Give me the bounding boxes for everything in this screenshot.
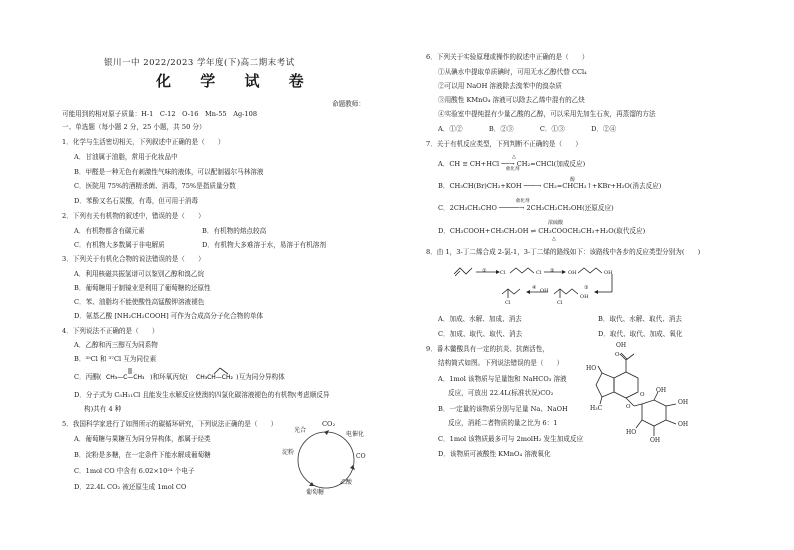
school-line: 银川一中 2022/2023 学年度(下)高二期末考试 xyxy=(104,58,295,68)
page-title: 化 学 试 卷 xyxy=(156,72,316,90)
q5-option-a: A．葡萄糖与果糖互为同分异构体，都属于烃类 xyxy=(74,435,211,443)
q5-option-c: C．1mol CO 中含有 6.02×10²⁴ 个电子 xyxy=(74,467,195,475)
q6-choices: A．①② B．②③ C．①③ D．②④ xyxy=(438,125,617,133)
q3-option-d: D．氨基乙酸 [NH₂CH₂COOH] 可作为合成高分子化合物的单体 xyxy=(74,312,264,320)
q9-label-ho-2: HO xyxy=(626,429,637,436)
q8-option-c: C．加成、取代、取代、消去 xyxy=(438,330,523,338)
q3-option-b: B．葡萄糖用于制镜业是利用了葡萄糖的还原性 xyxy=(74,284,211,292)
q9-stem-line1: 9．番木鳖酸具有一定的抗炎、抗菌活性， xyxy=(426,345,549,353)
cycle-starch: 淀粉 xyxy=(282,449,295,456)
q7-stem: 7．关于有机反应类型，下列判断不正确的是（ ） xyxy=(426,140,582,148)
q2-option-b: B．有机物的熔点较高 xyxy=(202,227,267,235)
q1-option-b: B．甲醛是一种无色有刺激性气味的液体，可以配制福尔马林溶液 xyxy=(74,168,264,176)
q9-label-o-ring: O xyxy=(640,392,645,398)
q7-a-cond-top: △ xyxy=(512,154,516,160)
q8-oh-3a: OH xyxy=(540,288,549,294)
q5-option-d: D．22.4L CO₂ 被还原生成 1mol CO xyxy=(74,483,187,491)
svg-text:CH₃—C—CH₃: CH₃—C—CH₃ xyxy=(106,374,145,381)
q4-option-c-pre: C．丙酮( xyxy=(74,373,102,381)
q8-step-3: ③ xyxy=(584,285,589,291)
q4-option-b: B．³⁵Cl 和 ³⁷Cl 互为同位素 xyxy=(74,355,157,363)
q8-cl-4: Cl xyxy=(505,300,511,306)
q6-stem: 6．下列关于实验原理或操作的叙述中正确的是（ ） xyxy=(426,53,589,61)
q2-option-d: D．有机物大多难溶于水，易溶于有机溶剂 xyxy=(202,241,326,249)
cycle-co: CO xyxy=(356,453,366,460)
q7-option-d: D．CH₃COOH+CH₃CH₂OH ⇌ CH₃COOCH₂CH₃+H₂O(取代反应) xyxy=(438,227,646,235)
cycle-glucose: 葡萄糖 xyxy=(306,489,325,496)
q4-stem: 4．下列说法不正确的是（ ） xyxy=(62,327,159,335)
q8-cl-3: Cl xyxy=(557,300,563,306)
q7-a-cond-bottom: 催化剂 xyxy=(506,167,520,172)
q9-label-oh-3: OH xyxy=(678,421,689,428)
q8-stem: 8．由 1，3-丁二烯合成 2-氯-1，3-丁二烯的路线如下：该路线中各步的反应类型分别为( ) xyxy=(426,248,701,256)
cycle-acetic-acid: 乙酸 xyxy=(340,479,353,486)
q4-option-c-mid: )和环氧丙烷( xyxy=(150,373,189,381)
q8-oh-left: OH xyxy=(568,270,577,276)
acetone-structure xyxy=(106,366,154,384)
q3-stem: 3．下列关于有机化合物的说法错误的是（ ） xyxy=(62,255,205,263)
q4-option-c-post: )互为同分异构体 xyxy=(236,373,285,381)
q5-stem: 5．我国科学家进行了如图所示的碳循环研究，下列说法正确的是（ ） xyxy=(62,420,278,428)
q9-option-b-line2: 反应，消耗二者物质的量之比为 6：1 xyxy=(448,419,558,427)
q2-option-c: C．有机物大多数属于非电解质 xyxy=(74,241,165,249)
q7-d-cond-bottom: △ xyxy=(552,236,556,242)
q6-item-1: ①从碘水中提取单质碘时，可用无水乙醇代替 CCl₄ xyxy=(438,68,587,76)
q9-option-a-line2: 反应，可放出 22.4L(标准状况)CO₂ xyxy=(448,389,554,397)
q8-step-4: ④ xyxy=(532,285,537,291)
q2-stem: 2．下列有关有机物的叙述中，错误的是（ ） xyxy=(62,212,205,220)
q9-option-b-line1: B．一定量的该物质分别与足量 Na、NaOH xyxy=(438,405,568,413)
q8-option-a: A．加成、水解、加成、消去 xyxy=(438,315,522,323)
author-line: 命题教师： xyxy=(332,100,365,108)
q8-cl-right: Cl xyxy=(536,270,542,276)
q9-label-oh-1: OH xyxy=(656,387,667,394)
cycle-co2: CO₂ xyxy=(322,420,336,428)
q4-option-d-line2: 构)共有 4 种 xyxy=(84,405,122,413)
q7-c-cond: 催化剂 xyxy=(516,199,530,204)
q7-option-a: A．CH ≡ CH+HCl ──→ CH₂=CHCl(加成反应) xyxy=(438,160,586,168)
q7-option-b: B．CH₃CH(Br)CH₃+KOH ───→ CH₂=CHCH₃↑+KBr+H₂O(消去反应) xyxy=(438,182,662,190)
q3-option-a: A．利用核磁共振氢谱可以鉴别乙醇和溴乙烷 xyxy=(74,270,205,278)
q9-label-oh-2: OH xyxy=(678,399,689,406)
svg-text:CH₃CH—CH₂: CH₃CH—CH₂ xyxy=(196,374,233,381)
q7-b-cond: 醇 xyxy=(570,177,576,183)
q5-option-b: B．淀粉是多糖，在一定条件下能水解成葡萄糖 xyxy=(74,451,211,459)
q9-option-c: C．1mol 该物质最多可与 2molH₂ 发生加成反应 xyxy=(438,435,584,443)
q9-label-o-link: O xyxy=(626,404,631,410)
q8-option-b: B．取代、水解、取代、消去 xyxy=(598,315,682,323)
q4-option-d-line1: D．分子式为 C₅H₁₁Cl 且能发生水解反应使澳的四氯化碳溶液褪色的有机物(考虑顺反异 xyxy=(74,391,330,399)
q9-label-oh-acid: OH xyxy=(616,342,627,349)
q9-label-o-carbonyl: O xyxy=(615,352,620,358)
q1-stem: 1．化学与生活密切相关，下列叙述中正确的是（ ） xyxy=(62,138,225,146)
q1-option-c: C．医院用 75%的酒精杀菌、消毒，75%是指质量分数 xyxy=(74,182,236,190)
q3-option-c: C．苯、油脂均不能使酸性高锰酸钾溶液褪色 xyxy=(74,298,205,306)
q7-d-cond-top: 浓硫酸 xyxy=(548,220,564,226)
q2-option-a: A．有机物都含有碳元素 xyxy=(74,227,145,235)
q6-item-3: ③用酸性 KMnO₄ 溶液可以除去乙烯中混有的乙炔 xyxy=(438,96,585,104)
q8-option-d: D．取代、取代、加成、氧化 xyxy=(598,330,683,338)
propylene-oxide-structure xyxy=(196,366,240,384)
q9-stem-line2: 结构简式如图。下列说法错误的是（ ） xyxy=(438,359,564,367)
q9-label-ho: HO xyxy=(586,365,597,372)
q8-step-2: ② xyxy=(550,268,555,274)
q1-option-d: D．苯酚又名石炭酸，有毒，但可用于消毒 xyxy=(74,197,198,205)
q4-option-a: A．乙醇和丙三醇互为同系物 xyxy=(74,341,158,349)
cycle-photosynthesis: 光合 xyxy=(294,427,307,434)
q7-option-c: C．2CH₃CH₂CHO ─────→ 2CH₃CH₂CH₂OH(还原反应) xyxy=(438,204,614,212)
q9-label-h3c: H₃C xyxy=(590,405,603,412)
q8-oh-right: OH xyxy=(604,270,613,276)
q9-label-oh-4: OH xyxy=(650,437,661,444)
q6-item-2: ②可以用 NaOH 溶液除去溴苯中的溴杂质 xyxy=(438,82,562,90)
atomic-masses: 可能用到的相对原子质量：H-1 C-12 O-16 Mn-55 Ag-108 xyxy=(62,110,258,118)
cycle-electrocatalysis: 电催化 xyxy=(346,431,365,438)
q8-oh-3b: OH xyxy=(580,294,589,300)
section-heading: 一、单选题（每小题 2 分，25 小题，共 50 分） xyxy=(62,123,206,131)
q6-item-4: ④实验室中提纯混有少量乙酸的乙醇，可以采用先加生石灰，再蒸馏的方法 xyxy=(438,110,656,118)
q8-cl-left: Cl xyxy=(500,270,506,276)
q9-option-d: D．该物质可被酸性 KMnO₄ 溶液氧化 xyxy=(438,450,551,458)
q1-option-a: A．甘油属于油脂，常用于化妆品中 xyxy=(74,153,178,161)
q8-step-1: ① xyxy=(482,268,487,274)
q9-option-a-line1: A．1mol 该物质与足量饱和 NaHCO₃ 溶液 xyxy=(438,375,567,383)
